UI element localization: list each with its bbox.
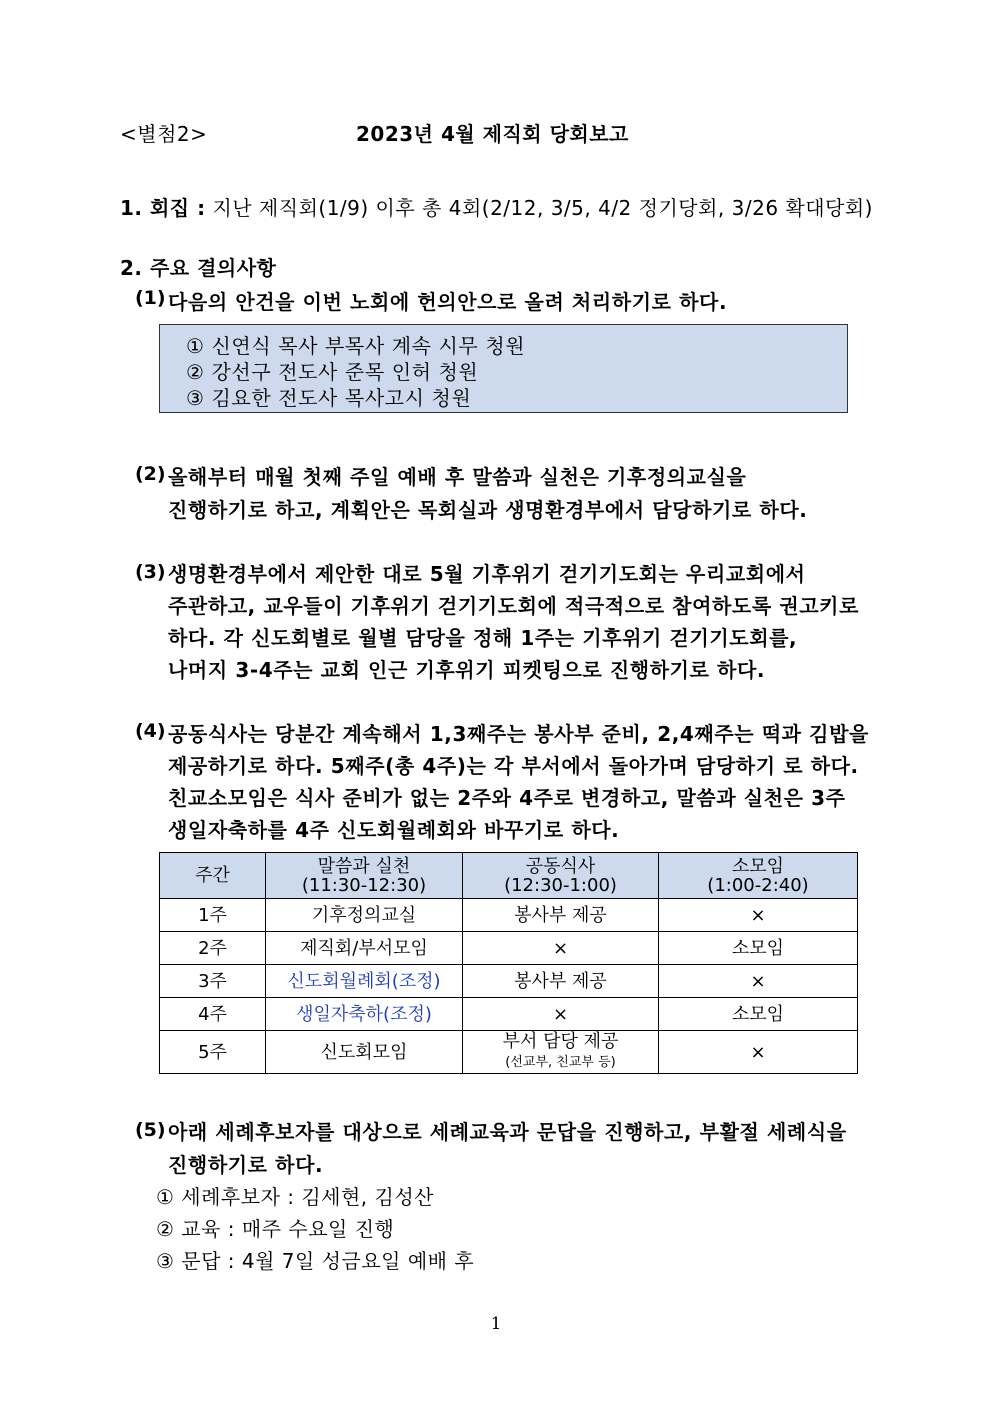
petition-item: ① 신연식 목사 부목사 계속 시무 청원 xyxy=(186,334,526,358)
item-2-number: (2) xyxy=(135,463,166,485)
cell-word: 기후정의교실 xyxy=(266,899,463,932)
header-common-meal: 공동식사 (12:30-1:00) xyxy=(463,853,659,899)
table-row xyxy=(160,998,858,1031)
cell-week: 1주 xyxy=(160,899,266,932)
baptism-detail: ③ 문답 : 4월 7일 성금요일 예배 후 xyxy=(156,1249,475,1273)
cell-week: 5주 xyxy=(160,1031,266,1074)
cell-meal: 부서 담당 제공 (선교부, 친교부 등) xyxy=(463,1031,659,1074)
section-1-label: 1. 회집 : xyxy=(120,196,206,220)
cell-group: × xyxy=(659,1031,858,1074)
petition-box xyxy=(159,324,848,413)
item-2-line: 올해부터 매월 첫째 주일 예배 후 말씀과 실천은 기후정의교실을 xyxy=(168,465,747,489)
petition-item: ③ 김요한 전도사 목사고시 청원 xyxy=(186,386,472,410)
cell-group: × xyxy=(659,965,858,998)
cell-word: 제직회/부서모임 xyxy=(266,932,463,965)
item-4-line: 제공하기로 하다. 5째주(총 4주)는 각 부서에서 돌아가며 담당하기 로 하다. xyxy=(168,754,859,778)
item-3-line: 하다. 각 신도회별로 월별 담당을 정해 1주는 기후위기 걷기기도회를, xyxy=(168,626,798,650)
cell-word: 신도회모임 xyxy=(266,1031,463,1074)
section-1 xyxy=(120,192,873,221)
item-3-line: 주관하고, 교우들이 기후위기 걷기기도회에 적극적으로 참여하도록 권고키로 xyxy=(168,594,860,618)
cell-meal-sub: (선교부, 친교부 등) xyxy=(505,1055,616,1070)
cell-week: 4주 xyxy=(160,998,266,1031)
table-row xyxy=(160,1031,858,1074)
attachment-label: <별첨2> xyxy=(120,122,208,146)
cell-week: 2주 xyxy=(160,932,266,965)
petition-item: ② 강선구 전도사 준목 인허 청원 xyxy=(186,360,479,384)
item-1-text: 다음의 안건을 이번 노회에 헌의안으로 올려 처리하기로 하다. xyxy=(168,290,728,314)
item-4-line: 생일자축하를 4주 신도회월례회와 바꾸기로 하다. xyxy=(168,818,620,842)
cell-word-adjusted: 생일자축하(조정) xyxy=(266,998,463,1031)
table-row xyxy=(160,965,858,998)
schedule-table xyxy=(159,852,858,1074)
cell-meal: × xyxy=(463,932,659,965)
cell-meal: 봉사부 제공 xyxy=(463,899,659,932)
page-number: 1 xyxy=(490,1314,502,1334)
cell-group: 소모임 xyxy=(659,998,858,1031)
cell-week: 3주 xyxy=(160,965,266,998)
section-2-label: 2. 주요 결의사항 xyxy=(120,256,277,280)
item-5-line: 진행하기로 하다. xyxy=(168,1153,324,1177)
item-4-line: 친교소모임은 식사 준비가 없는 2주와 4주로 변경하고, 말씀과 실천은 3주 xyxy=(168,786,846,810)
header-small-group: 소모임 (1:00-2:40) xyxy=(659,853,858,899)
item-3-line: 나머지 3-4주는 교회 인근 기후위기 피켓팅으로 진행하기로 하다. xyxy=(168,658,766,682)
item-2-line: 진행하기로 하고, 계획안은 목회실과 생명환경부에서 담당하기로 하다. xyxy=(168,498,808,522)
header-word-practice: 말씀과 실천 (11:30-12:30) xyxy=(266,853,463,899)
cell-word-adjusted: 신도회월례회(조정) xyxy=(266,965,463,998)
item-3-number: (3) xyxy=(135,561,166,583)
item-3-line: 생명환경부에서 제안한 대로 5월 기후위기 걷기기도회는 우리교회에서 xyxy=(168,562,806,586)
baptism-detail: ① 세례후보자 : 김세현, 김성산 xyxy=(156,1185,434,1209)
item-5-number: (5) xyxy=(135,1119,166,1141)
cell-group: × xyxy=(659,899,858,932)
table-row xyxy=(160,932,858,965)
baptism-detail: ② 교육 : 매주 수요일 진행 xyxy=(156,1217,395,1241)
table-row xyxy=(160,899,858,932)
item-1-number: (1) xyxy=(135,287,166,309)
cell-group: 소모임 xyxy=(659,932,858,965)
header-week: 주간 xyxy=(160,853,266,899)
item-5-line: 아래 세례후보자를 대상으로 세례교육과 문답을 진행하고, 부활절 세례식을 xyxy=(168,1120,847,1144)
item-4-line: 공동식사는 당분간 계속해서 1,3째주는 봉사부 준비, 2,4째주는 떡과 김밥을 xyxy=(168,722,869,746)
cell-meal: 봉사부 제공 xyxy=(463,965,659,998)
cell-meal: × xyxy=(463,998,659,1031)
item-4-number: (4) xyxy=(135,720,166,742)
section-1-text: 지난 제직회(1/9) 이후 총 4회(2/12, 3/5, 4/2 정기당회, 3/26 확대당회) xyxy=(212,196,873,220)
page-title: 2023년 4월 제직회 당회보고 xyxy=(356,122,629,146)
table-header-row xyxy=(160,853,858,899)
